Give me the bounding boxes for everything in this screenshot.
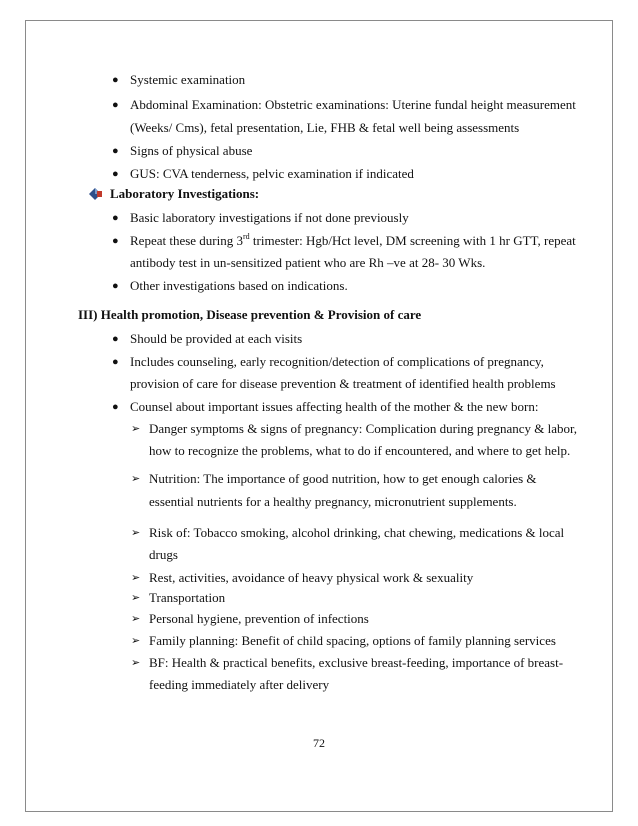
list-item: Includes counseling, early recognition/detection of complications of pregnancy,	[130, 354, 544, 369]
bullet-icon: ●	[112, 356, 119, 368]
bullet-icon: ●	[112, 235, 119, 247]
bullet-icon: ●	[112, 145, 119, 157]
page-border	[25, 20, 613, 812]
sub-list-item-continuation: how to recognize the problems, what to do if encountered, and where to get help.	[149, 443, 571, 458]
sub-list-item-continuation: essential nutrients for a healthy pregnancy, micronutrient supplements.	[149, 494, 517, 509]
list-item: Systemic examination	[130, 72, 246, 87]
sub-list-item: Danger symptoms & signs of pregnancy: Complication during pregnancy & labor,	[149, 421, 578, 436]
arrow-bullet-icon: ➢	[131, 423, 141, 435]
bullet-icon: ●	[112, 99, 119, 111]
sub-list-item: Rest, activities, avoidance of heavy physical work & sexuality	[149, 570, 474, 585]
bullet-icon: ●	[112, 74, 119, 86]
bullet-icon: ●	[112, 401, 119, 413]
lab-heading: Laboratory Investigations:	[110, 186, 260, 201]
bullet-icon: ●	[112, 280, 119, 292]
list-item: Basic laboratory investigations if not done previously	[130, 210, 409, 225]
arrow-bullet-icon: ➢	[131, 657, 141, 669]
page-number: 72	[313, 736, 325, 750]
list-item-continuation: (Weeks/ Cms), fetal presentation, Lie, FHB & fetal well being assessments	[130, 120, 520, 135]
list-item: Should be provided at each visits	[130, 331, 303, 346]
section-heading: III) Health promotion, Disease prevention & Provision of care	[78, 307, 422, 322]
arrow-bullet-icon: ➢	[131, 613, 141, 625]
list-item: Counsel about important issues affecting health of the mother & the new born:	[130, 399, 539, 414]
arrow-bullet-icon: ➢	[131, 635, 141, 647]
bullet-icon: ●	[112, 168, 119, 180]
list-item: Repeat these during 3rd trimester: Hgb/Hct level, DM screening with 1 hr GTT, repeat	[130, 231, 576, 248]
sub-list-item-continuation: feeding immediately after delivery	[149, 677, 330, 692]
arrow-bullet-icon: ➢	[131, 592, 141, 604]
arrow-bullet-icon: ➢	[131, 473, 141, 485]
list-item: Abdominal Examination: Obstetric examinations: Uterine fundal height measurement	[130, 97, 576, 112]
arrow-bullet-icon: ➢	[131, 572, 141, 584]
list-item: Signs of physical abuse	[130, 143, 253, 158]
sub-list-item: Family planning: Benefit of child spacing, options of family planning services	[149, 633, 556, 648]
arrow-bullet-icon: ➢	[131, 527, 141, 539]
sub-list-item: Nutrition: The importance of good nutrition, how to get enough calories &	[149, 471, 537, 486]
sub-list-item-continuation: drugs	[149, 547, 178, 562]
bullet-icon: ●	[112, 212, 119, 224]
list-item-continuation: antibody test in un-sensitized patient who are Rh –ve at 28- 30 Wks.	[130, 255, 486, 270]
bullet-icon: ●	[112, 333, 119, 345]
list-item: Other investigations based on indications.	[130, 278, 348, 293]
diamond-bullet-icon	[88, 187, 102, 201]
sub-list-item: Personal hygiene, prevention of infections	[149, 611, 369, 626]
sub-list-item: Risk of: Tobacco smoking, alcohol drinking, chat chewing, medications & local	[149, 525, 565, 540]
sub-list-item: Transportation	[149, 590, 226, 605]
list-item: GUS: CVA tenderness, pelvic examination if indicated	[130, 166, 414, 181]
list-item-continuation: provision of care for disease prevention & treatment of identified health problems	[130, 376, 556, 391]
sub-list-item: BF: Health & practical benefits, exclusive breast-feeding, importance of breast-	[149, 655, 564, 670]
